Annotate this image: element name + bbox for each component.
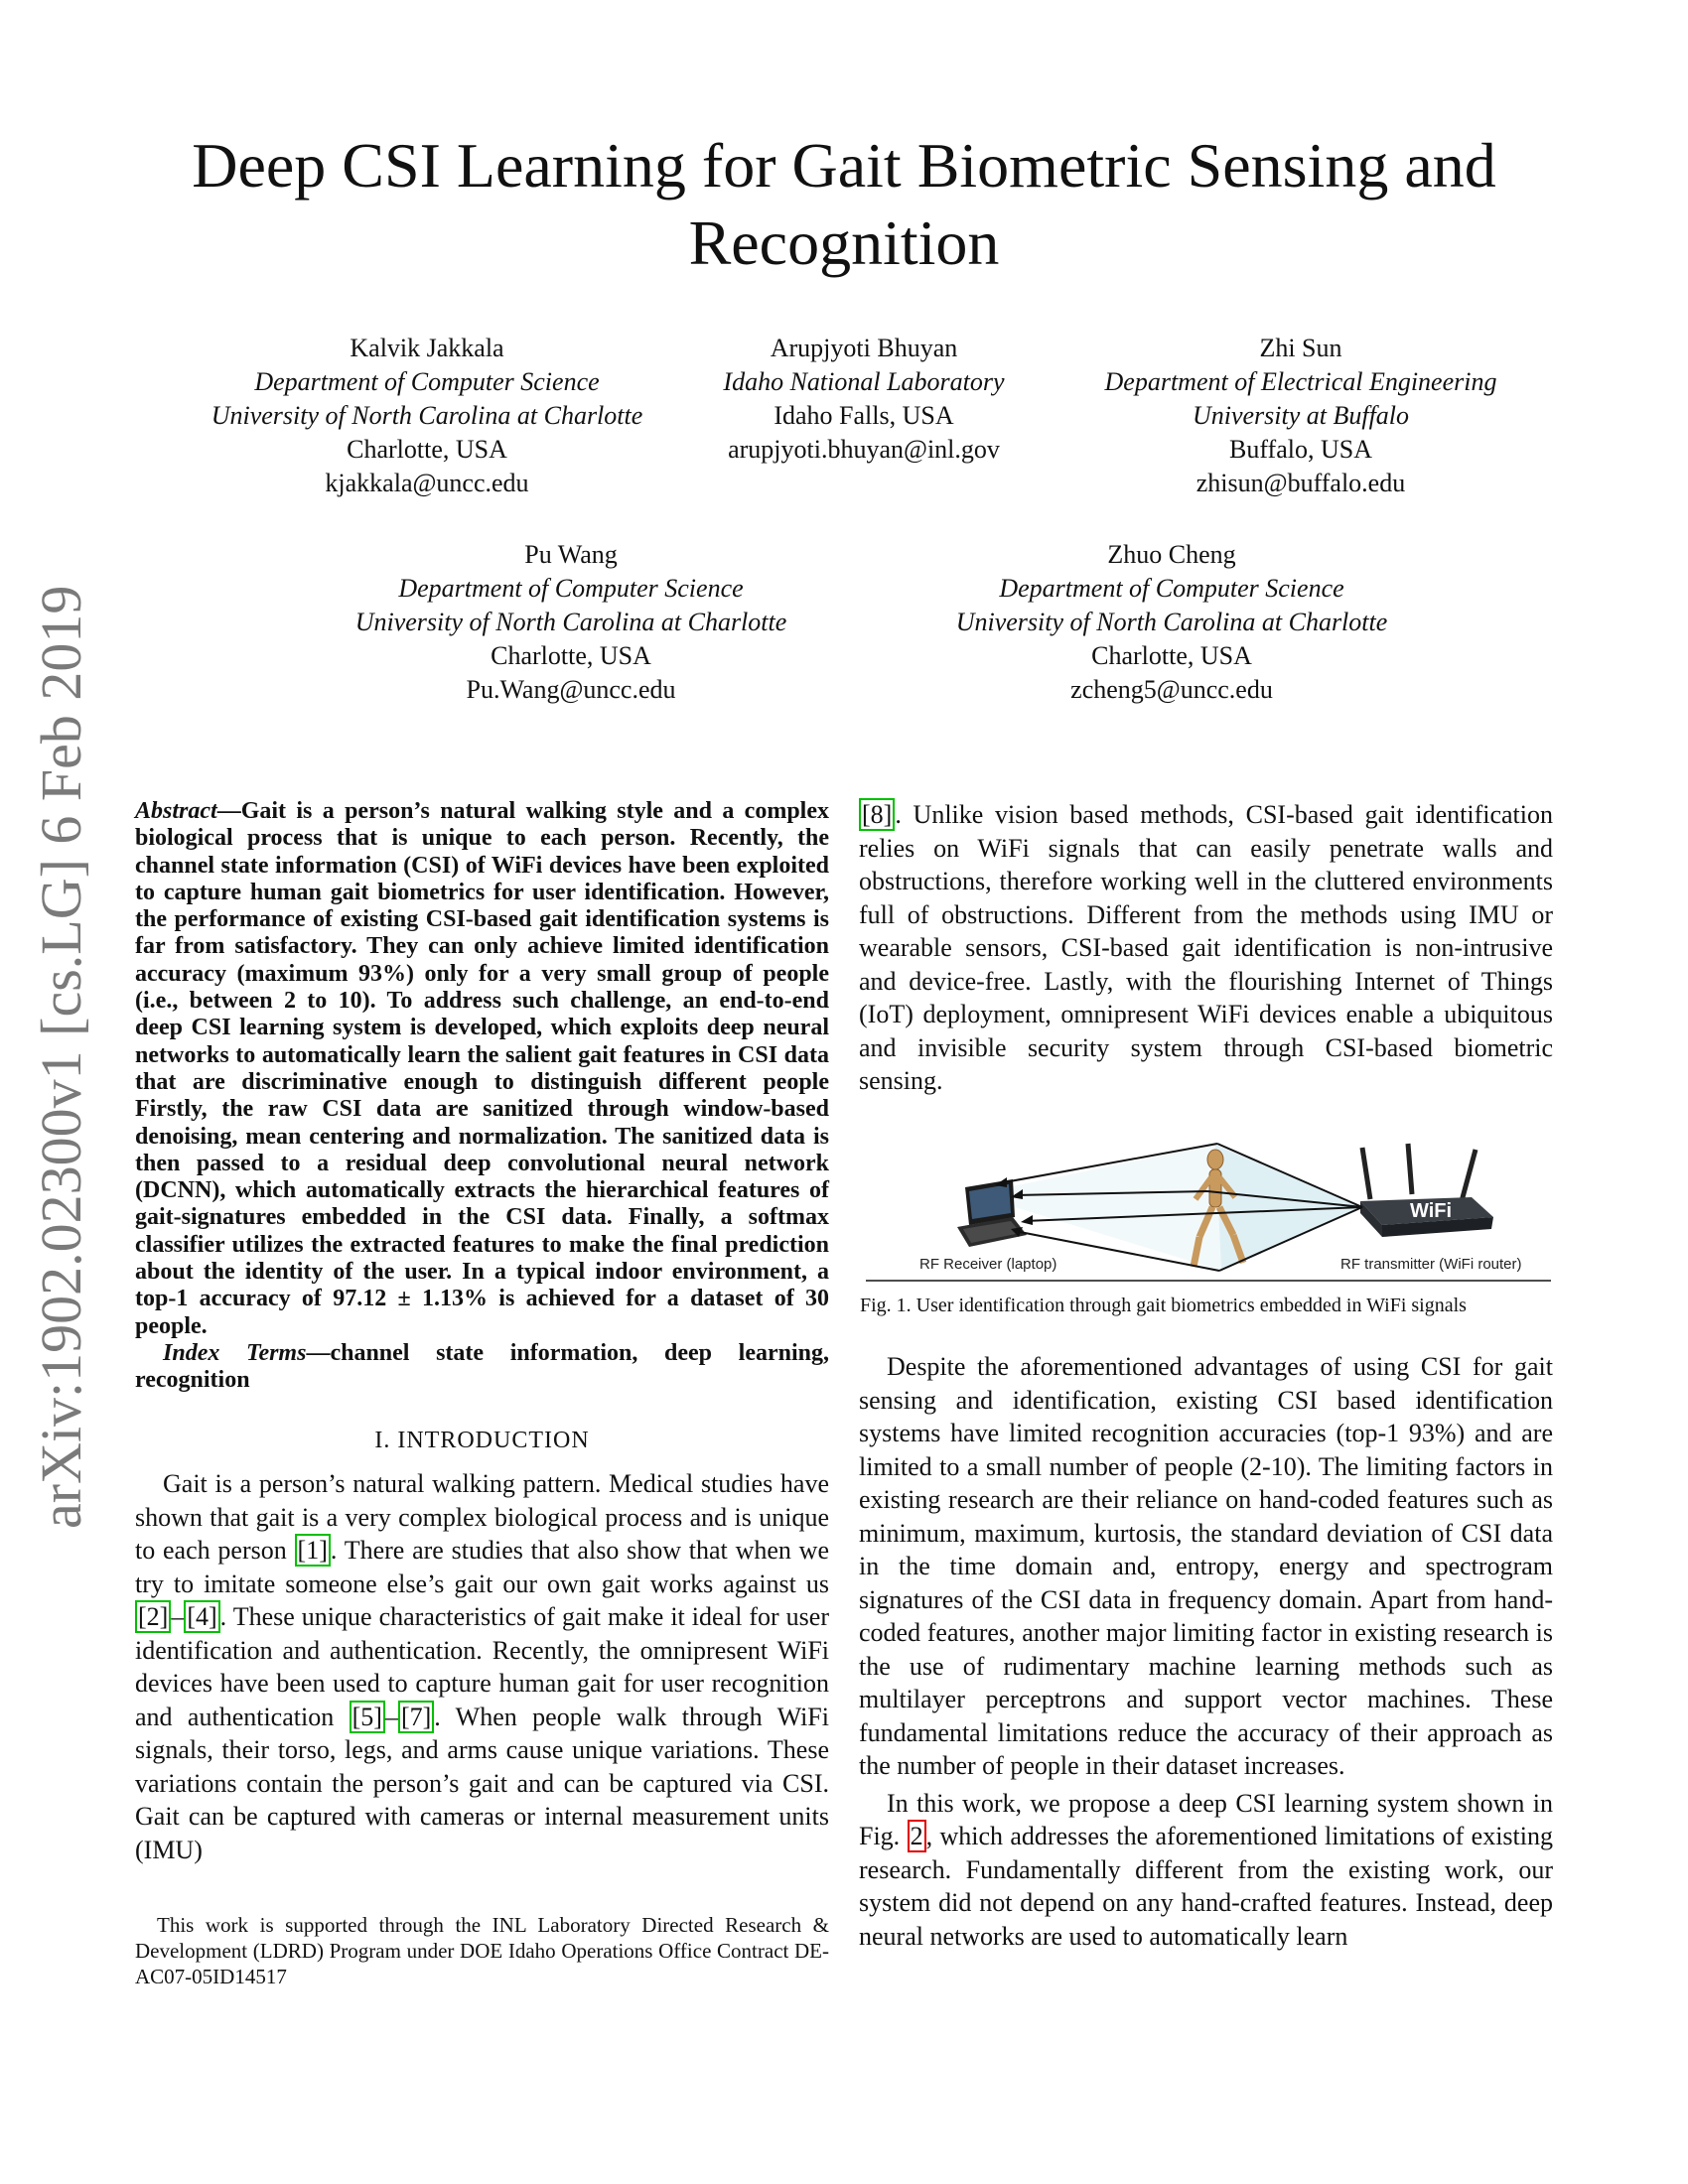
author-location: Charlotte, USA	[347, 435, 507, 464]
author-block-2	[685, 332, 1043, 467]
abstract	[135, 798, 829, 1340]
author-email[interactable]: kjakkala@uncc.edu	[325, 469, 529, 497]
index-terms-text: —channel state information, deep learning, recognition	[135, 1339, 829, 1394]
figure-reference-link[interactable]: 2	[908, 1820, 926, 1852]
citation-link[interactable]: [1]	[295, 1534, 331, 1567]
author-name: Pu Wang	[524, 540, 618, 569]
citation-link[interactable]: [5]	[350, 1701, 385, 1733]
right-column-top	[859, 798, 1553, 1098]
author-block-5	[894, 538, 1450, 707]
router-icon	[1360, 1144, 1493, 1237]
abstract-text: —Gait is a person’s natural walking style and a complex biological process that is unique to each person. Recently, the channel state information (CSI) of WiFi devices have been exploited to capture human gait biometrics for user identification. However, the performance of existing CSI-based gait identification systems is far from satisfactory. They can only achieve limited identification accuracy (maximum 93%) only for a very small group of people (i.e., between 2 to 10). To address such challenge, an end-to-end deep CSI learning system is developed, which exploits deep neural networks to automatically learn the salient gait features in CSI data that are discriminative enough to distinguish different people Firstly, the raw CSI data are sanitized through window-based denoising, mean centering and normalization. The sanitized data is then passed to a residual deep convolutional neural network (DCNN), which automatically extracts the hierarchical features of gait-signatures embedded in the CSI data. Finally, a softmax classifier utilizes the extracted features to make the final prediction about the identity of the user. In a typical indoor environment, a top-1 accuracy of 97.12 ± 1.13% is achieved for a dataset of 30 people.	[135, 798, 829, 1339]
intro-text: Gait is a person’s natural walking pattern. Medical studies have shown that gait is a very complex biological process and is unique to each person	[135, 1469, 829, 1566]
author-dept: Department of Electrical Engineering	[1104, 367, 1497, 396]
citation-link[interactable]: [8]	[859, 798, 895, 831]
index-terms	[135, 1340, 829, 1395]
author-email[interactable]: arupjyoti.bhuyan@inl.gov	[728, 435, 1000, 464]
author-location: Charlotte, USA	[1091, 641, 1252, 670]
author-univ: University of North Carolina at Charlotte	[211, 401, 643, 430]
right-text: . Unlike vision based methods, CSI-based gait identification relies on WiFi signals that can easily penetrate walls and obstructions, therefore working well in the cluttered environments full of obstructions. Different from the methods using IMU or wearable sensors, CSI-based gait identification is non-intrusive and device-free. Lastly, with the flourishing Internet of Things (IoT) deployment, omnipresent WiFi devices enable a ubiquitous and invisible security system through CSI-based biometric sensing.	[859, 800, 1553, 1095]
author-email[interactable]: Pu.Wang@uncc.edu	[466, 675, 676, 704]
index-terms-label: Index Terms	[163, 1339, 307, 1366]
author-name: Kalvik Jakkala	[350, 334, 504, 362]
author-location: Idaho Falls, USA	[774, 401, 954, 430]
paper-title: Deep CSI Learning for Gait Biometric Sensing and Recognition	[192, 130, 1496, 278]
author-univ: University at Buffalo	[1192, 401, 1410, 430]
transmitter-label: RF transmitter (WiFi router)	[1340, 1256, 1522, 1273]
figure-1	[866, 1140, 1551, 1283]
author-univ: University of North Carolina at Charlotte	[354, 608, 787, 636]
footnote: This work is supported through the INL Laboratory Directed Research & Development (LDRD) Program under DOE Idaho Operations Office Contract DE-AC07-05ID14517	[135, 1913, 829, 1988]
abstract-label: Abstract	[135, 798, 217, 824]
right-column-bottom	[859, 1350, 1553, 1953]
right-paragraph-3	[859, 1787, 1553, 1954]
intro-text: . There are studies that also show that when we try to imitate someone else’s gait our own gait works against us	[135, 1536, 829, 1598]
figure-1-illustration	[866, 1140, 1551, 1283]
citation-link[interactable]: [2]	[135, 1600, 171, 1633]
intro-paragraph	[135, 1467, 829, 1866]
citation-link[interactable]: [7]	[398, 1701, 434, 1733]
author-location: Charlotte, USA	[491, 641, 651, 670]
author-name: Arupjyoti Bhuyan	[770, 334, 958, 362]
citation-link[interactable]: [4]	[184, 1600, 219, 1633]
intro-text: –	[171, 1602, 185, 1632]
author-dept: Department of Computer Science	[999, 574, 1344, 603]
figure-1-caption: Fig. 1. User identification through gait biometrics embedded in WiFi signals	[860, 1295, 1467, 1316]
author-email[interactable]: zcheng5@uncc.edu	[1070, 675, 1273, 704]
author-dept: Idaho National Laboratory	[723, 367, 1005, 396]
author-block-3	[1053, 332, 1549, 500]
receiver-label: RF Receiver (laptop)	[919, 1256, 1057, 1273]
author-univ: University of North Carolina at Charlotte	[955, 608, 1388, 636]
arxiv-stamp: arXiv:1902.02300v1 [cs.LG] 6 Feb 2019	[29, 585, 93, 1529]
author-name: Zhi Sun	[1259, 334, 1342, 362]
right-paragraph-2: Despite the aforementioned advantages of using CSI for gait sensing and identification, existing CSI based identification systems have limited recognition accuracies (top-1 93%) and are limited to a small number of people (2-10). The limiting factors in existing research are their reliance on hand-coded features such as minimum, maximum, kurtosis, the standard deviation of CSI data in the time domain and, entropy, energy and spectrogram signatures of the CSI data in frequency domain. Apart from hand-coded features, another major limiting factor in existing research is the use of rudimentary machine learning methods such as multilayer perceptrons and support vector machines. These fundamental limitations reduce the accuracy of their approach as the number of people in their dataset increases.	[859, 1352, 1553, 1780]
right-paragraph	[859, 798, 1553, 1098]
section-heading-introduction: I. INTRODUCTION	[374, 1427, 590, 1453]
author-location: Buffalo, USA	[1229, 435, 1372, 464]
intro-text: –	[384, 1702, 398, 1731]
router-text: WiFi	[1410, 1200, 1453, 1222]
author-block-1	[149, 332, 705, 500]
left-column	[135, 798, 829, 1866]
author-dept: Department of Computer Science	[254, 367, 600, 396]
intro-text: . These unique characteristics of gait make it ideal for user identification and authentication. Recently, the omnipresent WiFi devices have been used to capture human gait for user recognition and authentication	[135, 1602, 829, 1731]
right-text: , which addresses the aforementioned limitations of existing research. Fundamentally different from the existing work, our system did not depend on any hand-crafted features. Instead, deep neural networks are used to automatically learn	[859, 1822, 1553, 1951]
intro-text: . When people walk through WiFi signals, their torso, legs, and arms cause unique variations. These variations contain the person’s gait and can be captured via CSI. Gait can be captured with cameras or internal measurement units (IMU)	[135, 1702, 829, 1864]
author-name: Zhuo Cheng	[1107, 540, 1236, 569]
author-dept: Department of Computer Science	[398, 574, 744, 603]
author-block-4	[293, 538, 849, 707]
author-email[interactable]: zhisun@buffalo.edu	[1196, 469, 1406, 497]
right-text: In this work, we propose a deep CSI learning system shown in Fig.	[859, 1788, 1553, 1850]
